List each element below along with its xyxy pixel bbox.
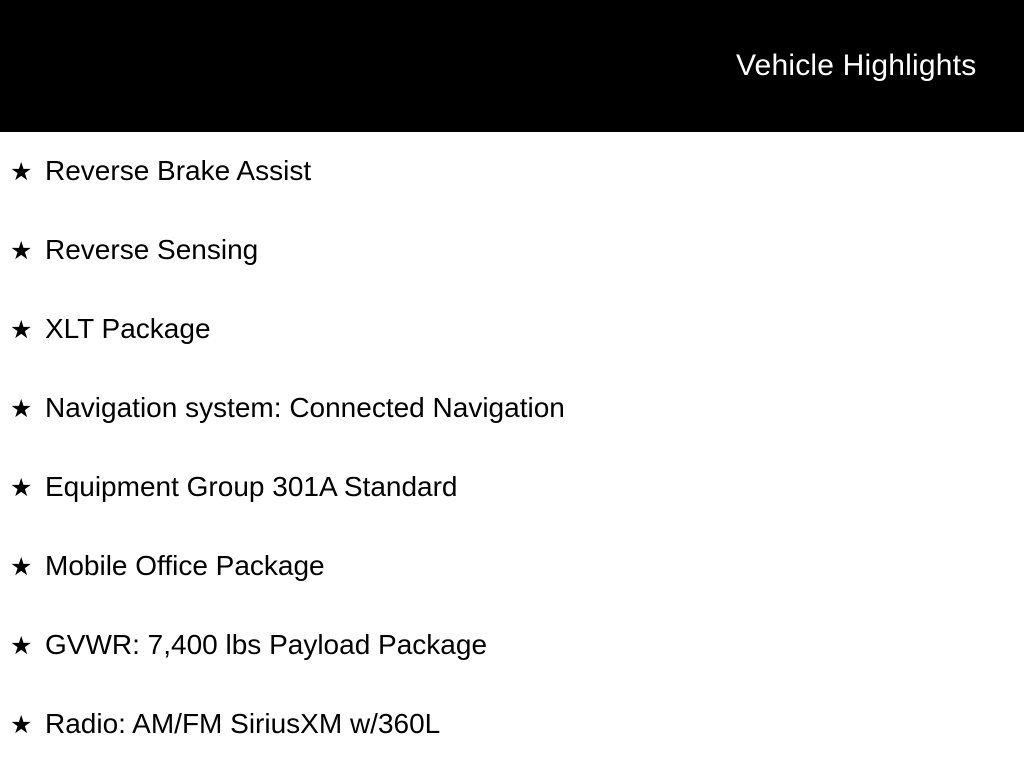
star-icon: ★ [10,315,33,344]
header-bar [0,0,1024,132]
highlight-item [0,527,1024,606]
vehicle-highlights-list [0,132,1024,764]
page-title: Vehicle Highlights [736,49,977,82]
highlight-item-label: Reverse Sensing [45,234,259,266]
star-icon: ★ [10,157,33,186]
highlight-item [0,290,1024,369]
star-icon: ★ [10,236,33,265]
highlight-item [0,132,1024,211]
star-icon: ★ [10,473,33,502]
star-icon: ★ [10,710,33,739]
highlight-item [0,685,1024,764]
highlight-item [0,448,1024,527]
star-icon: ★ [10,552,33,581]
highlight-item [0,211,1024,290]
highlight-item-label: Navigation system: Connected Navigation [45,392,565,424]
highlight-item-label: XLT Package [45,313,211,345]
highlight-item-label: Radio: AM/FM SiriusXM w/360L [45,708,441,740]
highlight-item-label: Reverse Brake Assist [45,155,312,187]
highlight-item-label: Mobile Office Package [45,550,325,582]
highlight-item [0,606,1024,685]
highlight-item-label: GVWR: 7,400 lbs Payload Package [45,629,488,661]
star-icon: ★ [10,631,33,660]
highlight-item [0,369,1024,448]
star-icon: ★ [10,394,33,423]
highlight-item-label: Equipment Group 301A Standard [45,471,458,503]
